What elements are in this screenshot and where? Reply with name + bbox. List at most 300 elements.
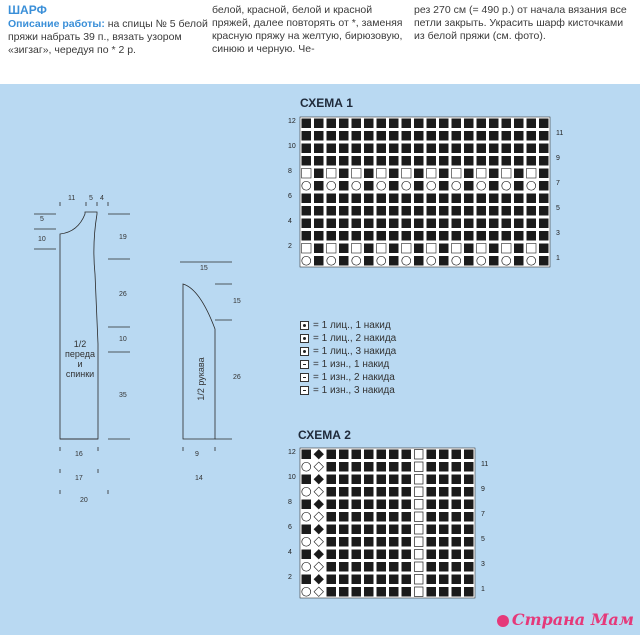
schema2-grid-cell [389,587,399,597]
schema1-grid-cell [352,244,362,254]
row-number: 7 [481,511,485,518]
schema2-grid-cell [415,500,424,510]
schema1-grid-cell [464,119,474,129]
schema2-grid-cell [352,500,362,510]
schema1-grid-cell [302,244,312,254]
schema1-grid-cell [527,231,537,241]
schema1-grid-cell [539,169,549,179]
schema1-grid-cell [414,206,424,216]
schema1-grid-cell [477,144,487,154]
schema1-grid-cell [377,181,386,190]
schema2-grid-cell [352,587,362,597]
schema2-grid-cell [327,512,337,522]
schema1-grid-cell [427,244,437,254]
schema2-grid-cell [339,537,349,547]
schema2-grid-cell [364,462,374,472]
schema2-grid-cell [452,475,462,485]
schema1-grid-cell [452,181,461,190]
schema1-grid-cell [539,231,549,241]
row-number: 5 [556,205,560,212]
text-column-3 [414,4,634,43]
schema1-grid-cell [327,144,337,154]
schema2-grid-cell [464,537,474,547]
schema2-grid-cell [439,487,449,497]
schema2-grid-cell [439,537,449,547]
schema1-grid-cell [377,256,386,265]
row-number: 3 [481,561,485,568]
schema2-grid-cell [364,525,374,535]
schema2-grid-cell [377,575,387,585]
schema1-grid-cell [352,194,362,204]
schema2-grid-cell [415,562,424,572]
schema2-grid-cell [352,562,362,572]
schema1-grid-cell [452,231,462,241]
schema2-grid-cell [327,537,337,547]
schema1-grid-cell [439,231,449,241]
row-number: 8 [288,499,292,506]
schema2-grid-cell [327,525,337,535]
description-text-2: белой, красной, белой и красной пряжей, далее повторять от *, заменяя красную пряжу на желтую, бирюзовую, синюю и черную. Че- [212,4,403,55]
text-column-1 [8,4,208,57]
schema1-grid-cell [514,206,524,216]
schema1-grid-cell [527,194,537,204]
schema1-grid-cell [452,194,462,204]
schema1-grid-cell [339,181,349,191]
schema1-grid-cell [414,256,424,266]
schema1-grid-cell [464,169,474,179]
schema1-grid-cell [502,231,512,241]
schema1-grid-cell [352,169,362,179]
flower-icon [497,615,509,627]
schema1-grid-cell [514,119,524,129]
schema2-grid-cell [302,512,311,521]
row-number: 11 [556,130,564,137]
schema1-grid-cell [452,219,462,229]
schema2-grid-cell [327,500,337,510]
row-number: 7 [556,180,560,187]
schema2-grid-cell [415,462,424,472]
schema1-grid-cell [389,169,399,179]
schema1-grid-cell [514,169,524,179]
schema1-grid-cell [427,119,437,129]
schema1-grid-cell [327,156,337,166]
schema2-grid [300,448,475,598]
legend-text-4: = 1 изн., 1 накид [313,359,390,370]
schema2-grid-cell [339,550,349,560]
schema2-grid-cell [377,500,387,510]
schema2-grid-cell [364,587,374,597]
schema2-grid-cell [427,525,437,535]
schema1-grid-cell [502,219,512,229]
schema1-grid-cell [464,231,474,241]
body-right-dim-1: 19 [119,234,127,241]
sleeve-right-dim-1: 15 [233,298,241,305]
schema1-grid-cell [514,181,524,191]
schema1-grid-cell [302,119,312,129]
schema2-grid-cell [464,487,474,497]
schema2-grid-cell [464,575,474,585]
sleeve-bottom-dim-2: 14 [195,475,203,482]
legend-row-3 [300,345,396,358]
schema2-grid-cell [415,450,424,460]
schema1-grid-cell [377,219,387,229]
schema1-grid-cell [314,219,324,229]
schema1-grid-cell [477,156,487,166]
schema1-grid-cell [352,256,361,265]
schema2-grid-cell [427,475,437,485]
body-left-dim-2: 10 [38,236,46,243]
row-number: 6 [288,193,292,200]
schema1-grid-cell [489,131,499,141]
schema1-grid-cell [314,194,324,204]
schema1-grid-cell [489,219,499,229]
schema1-grid-cell [464,181,474,191]
schema1-grid-cell [502,169,512,179]
schema2-grid-cell [389,562,399,572]
schema1-grid-cell [352,231,362,241]
schema2-grid-cell [364,562,374,572]
schema1-grid-cell [502,119,512,129]
schema2-grid-cell [427,512,437,522]
schema1-grid-cell [452,144,462,154]
schema1-grid-cell [389,181,399,191]
schema2-grid-cell [327,575,337,585]
schema2-grid-cell [339,587,349,597]
schema2-grid-cell [427,462,437,472]
schema1-grid-cell [364,169,374,179]
schema1-grid-cell [389,144,399,154]
schema1-grid-cell [339,194,349,204]
schema1-grid-cell [527,131,537,141]
schema1-grid-cell [327,206,337,216]
schema1-grid-cell [302,181,311,190]
schema1-grid-cell [539,194,549,204]
watermark-text: Страна Мам [511,610,634,629]
schema2-grid-cell [364,512,374,522]
schema1-grid-cell [477,219,487,229]
schema1-grid-cell [352,131,362,141]
schema2-grid-cell [427,500,437,510]
schema1-grid-cell [527,169,537,179]
schema1-grid-cell [539,181,549,191]
schema1-grid-cell [377,156,387,166]
schema1-grid-cell [489,144,499,154]
schema1-grid-cell [464,219,474,229]
row-number: 12 [288,449,296,456]
body-top-dim-3: 4 [100,195,104,202]
dash-icon [300,360,309,369]
schema1-grid-cell [302,144,312,154]
schema2-grid-cell [302,575,312,585]
schema1-grid-cell [527,181,536,190]
schema1-grid-cell [314,144,324,154]
dot-ring-icon [300,347,309,356]
schema1-grid-cell [339,156,349,166]
sleeve-left-dim: 15 [200,265,208,272]
schema1-grid-cell [352,156,362,166]
schema1-grid-cell [514,156,524,166]
schema1-grid-cell [364,244,374,254]
schema1-grid-cell [389,131,399,141]
schema1-grid-cell [514,256,524,266]
sleeve-pattern [180,262,232,451]
body-right-dim-4: 35 [119,392,127,399]
schema1-grid-cell [452,256,461,265]
legend-text-2: = 1 лиц., 2 накида [313,333,397,344]
schema1-grid-cell [427,231,437,241]
schema2-grid-cell [439,525,449,535]
watermark [497,610,634,629]
schema1-grid-cell [302,256,311,265]
schema1-grid-cell [389,219,399,229]
schema1-grid-cell [402,256,411,265]
schema1-grid-cell [489,119,499,129]
schema1-grid-cell [377,206,387,216]
schema1-grid-cell [377,194,387,204]
schema1-grid-cell [414,131,424,141]
schema2-grid-cell [464,587,474,597]
schema1-grid-cell [302,131,312,141]
schema1-grid-cell [314,156,324,166]
schema1-grid-cell [439,169,449,179]
schema1-grid-cell [402,144,412,154]
schema1-grid-cell [314,181,324,191]
schema1-grid-cell [377,131,387,141]
row-number: 1 [556,255,560,262]
schema2-grid-cell [402,462,412,472]
schema2-grid-cell [439,512,449,522]
schema2-grid-cell [302,462,311,471]
schema2-grid-cell [427,550,437,560]
schema2-grid-cell [302,450,312,460]
schema2-grid-cell [327,562,337,572]
schema2-grid-cell [302,487,311,496]
schema1-grid-cell [377,119,387,129]
legend-row-4 [300,358,396,371]
schema1-grid-cell [414,156,424,166]
schema1-grid-cell [389,194,399,204]
schema1-grid-cell [439,219,449,229]
schema2-grid-cell [339,475,349,485]
schema2-grid-cell [364,537,374,547]
schema1-grid-cell [477,131,487,141]
schema1-grid-cell [527,119,537,129]
schema1-grid-cell [427,194,437,204]
schema1-grid-cell [402,219,412,229]
row-number: 11 [481,461,489,468]
schema2-grid-cell [352,525,362,535]
schema2-grid-cell [439,562,449,572]
schema1-grid-cell [402,119,412,129]
schema1-grid-cell [427,144,437,154]
schema1-grid-cell [364,181,374,191]
schema1-grid-cell [527,144,537,154]
schema1-grid-cell [339,256,349,266]
dot-icon [300,321,309,330]
schema1-grid-cell [377,244,387,254]
schema1-grid-cell [352,181,361,190]
schema2-grid-cell [415,550,424,560]
schema1-grid-cell [327,181,336,190]
schema2-grid-cell [415,512,424,522]
schema1-grid-cell [527,156,537,166]
schema2-grid-cell [439,575,449,585]
schema2-grid-cell [377,562,387,572]
schema2-grid-cell [427,575,437,585]
schema2-grid-cell [427,487,437,497]
schema2-grid-cell [377,487,387,497]
schema1-grid-cell [377,231,387,241]
body-right-dim-2: 26 [119,291,127,298]
schema1-grid-cell [527,244,537,254]
schema1-grid-cell [439,206,449,216]
schema1-grid-cell [427,206,437,216]
schema1-grid-cell [452,244,462,254]
schema1-grid-cell [389,231,399,241]
schema1-grid-cell [477,231,487,241]
schema2-grid-cell [402,500,412,510]
schema1-grid-cell [364,194,374,204]
schema1-grid-cell [427,256,436,265]
schema1-grid-cell [527,219,537,229]
schema1-grid-cell [464,244,474,254]
row-number: 2 [288,243,292,250]
body-top-dim-1: 11 [68,195,76,202]
row-number: 3 [556,230,560,237]
schema2-grid-cell [339,487,349,497]
schema1-grid-cell [327,194,337,204]
schema1-grid-cell [502,144,512,154]
schema1-grid-cell [377,144,387,154]
schema2-grid-cell [364,550,374,560]
schema2-grid-cell [302,525,312,535]
schema2-grid-cell [327,550,337,560]
schema1-grid-cell [427,219,437,229]
schema1-grid-cell [502,194,512,204]
schema2-grid-cell [339,512,349,522]
schema1-grid-cell [389,206,399,216]
schema2-grid-cell [377,475,387,485]
schema2-grid-cell [464,512,474,522]
schema1-grid-cell [502,156,512,166]
schema1-grid-cell [327,231,337,241]
schema2-grid-cell [439,500,449,510]
schema2-grid-cell [352,575,362,585]
schema2-grid-cell [452,575,462,585]
schema2-grid-cell [327,475,337,485]
schema1-grid-cell [302,194,312,204]
schema1-grid-cell [414,219,424,229]
schema2-grid-cell [427,562,437,572]
legend-text-3: = 1 лиц., 3 накида [313,346,397,357]
body-label: 1/2 переда и спинки [65,339,95,379]
schema2-grid-cell [415,525,424,535]
schema1-grid-cell [377,169,387,179]
schema1-grid-cell [539,219,549,229]
schema2-grid-cell [402,537,412,547]
row-number: 8 [288,168,292,175]
schema2-grid-cell [402,487,412,497]
schema2-grid-cell [464,550,474,560]
description-text-3: рез 270 см (= 490 р.) от начала вязания все петли закрыть. Украсить шарф кисточками из белой пряжи (см. фото). [414,4,627,42]
dash-x-icon [300,373,309,382]
schema2-grid-cell [452,562,462,572]
schema2-grid-cell [389,450,399,460]
schema2-grid-cell [302,562,311,571]
schema1-grid-cell [477,194,487,204]
schema1-grid-cell [402,156,412,166]
schema2-grid-cell [339,450,349,460]
schema1-grid-cell [414,144,424,154]
schema2-grid-cell [464,462,474,472]
schema1-grid-cell [402,244,412,254]
schema2-grid-cell [464,475,474,485]
body-right-dim-3: 10 [119,336,127,343]
schema2-grid-cell [464,500,474,510]
schema2-grid-cell [464,450,474,460]
row-number: 9 [481,486,485,493]
schema1-grid-cell [314,169,324,179]
schema1-grid-cell [539,131,549,141]
row-number: 1 [481,586,485,593]
schema1-grid-cell [389,156,399,166]
schema1-grid-cell [502,131,512,141]
schema1-grid-cell [464,144,474,154]
row-number: 12 [288,118,296,125]
schema2-grid-cell [302,587,311,596]
schema1-grid-cell [339,219,349,229]
schema2-grid-cell [415,587,424,597]
schema2-grid-cell [377,450,387,460]
schema2-grid-cell [452,450,462,460]
schema1-grid-cell [414,169,424,179]
schema1-grid-cell [439,194,449,204]
text-column-2 [212,4,408,56]
schema1-grid-cell [339,119,349,129]
schema1-grid-cell [327,131,337,141]
schema2-grid-cell [402,525,412,535]
schema1-grid-cell [502,244,512,254]
schema1-grid-cell [402,194,412,204]
schema1-grid-cell [514,131,524,141]
schema1-grid-cell [352,144,362,154]
schema1-grid-cell [439,156,449,166]
schema2-grid-cell [364,450,374,460]
schema2-grid-cell [389,462,399,472]
schema1-grid-cell [414,119,424,129]
legend-text-5: = 1 изн., 2 накида [313,372,395,383]
schema2-grid-cell [402,450,412,460]
dash-ring-icon [300,386,309,395]
schema2-grid-cell [415,537,424,547]
schema2-grid-cell [364,487,374,497]
schema1-grid-cell [339,244,349,254]
schema1-grid-cell [489,181,499,191]
schema2-grid-cell [339,562,349,572]
schema1-grid-cell [339,144,349,154]
schema1-grid-cell [402,231,412,241]
schema1-grid-cell [514,219,524,229]
schema2-grid-cell [327,450,337,460]
schema1-grid-cell [489,194,499,204]
schema1-grid-cell [327,119,337,129]
schema1-grid-cell [427,156,437,166]
schema2-grid-cell [377,512,387,522]
schema1-grid-cell [339,169,349,179]
schema1-grid-cell [489,244,499,254]
schema1-grid-cell [539,244,549,254]
schema1-grid-cell [339,131,349,141]
